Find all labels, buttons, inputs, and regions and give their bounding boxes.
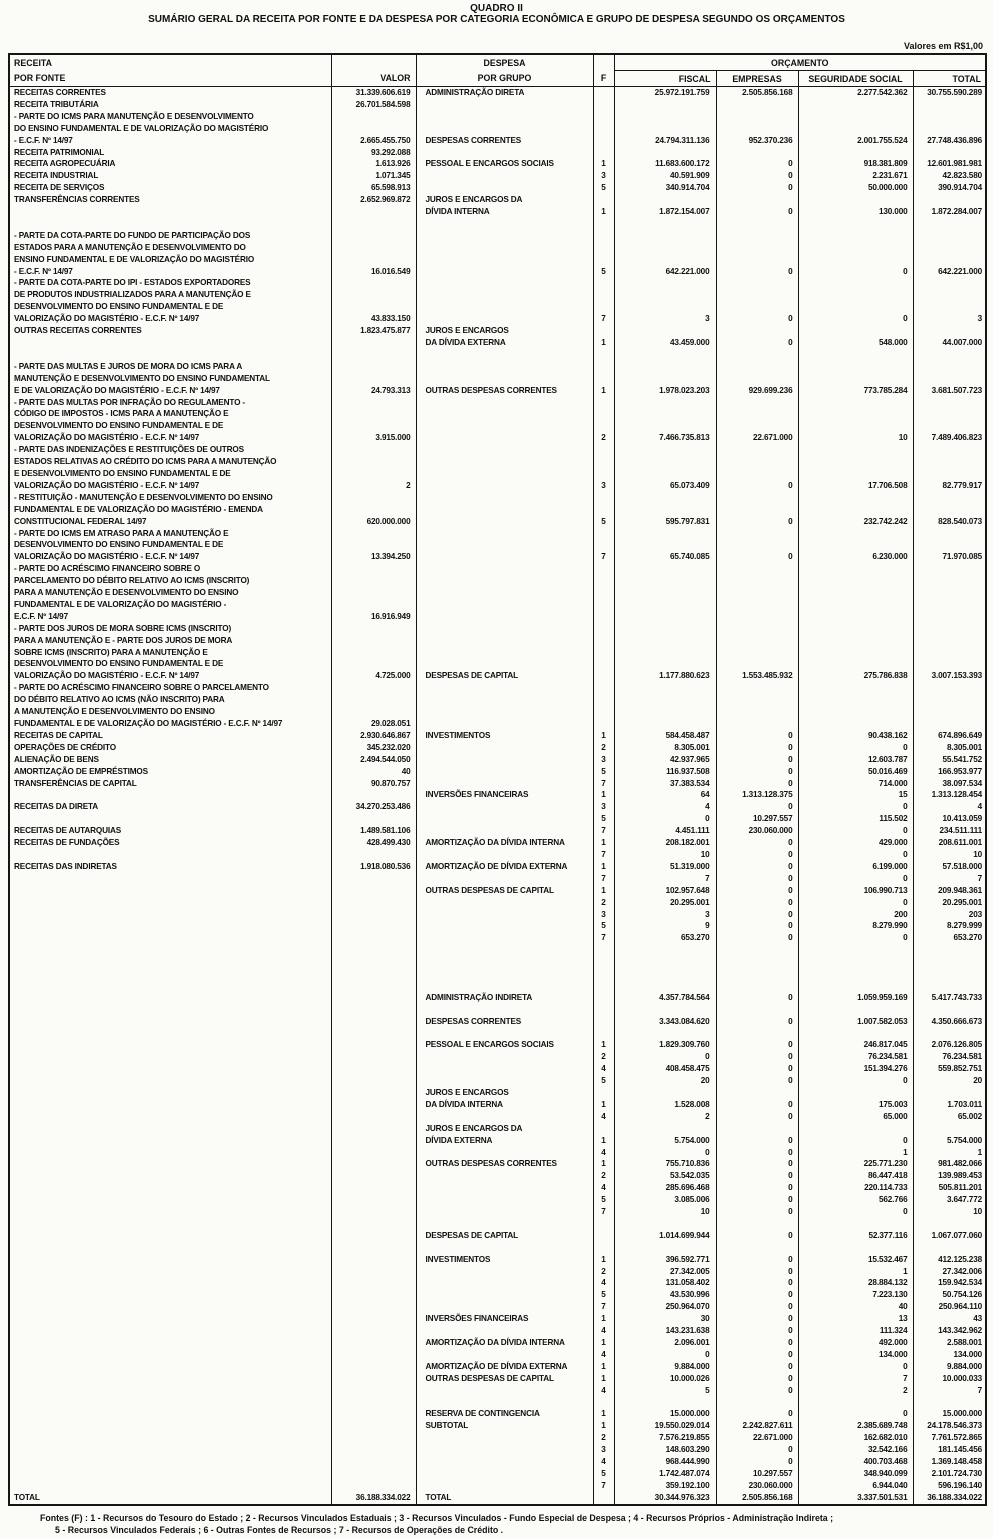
- table-row: ADMINISTRAÇÃO INDIRETA 4.357.784.564 0 1.059.959.169 5.417.743.733: [9, 992, 986, 1004]
- table-row: 5 1.742.487.074 10.297.557 348.940.099 2.101.724.730: [9, 1468, 986, 1480]
- table-row: PARA A MANUTENÇÃO E DESENVOLVIMENTO DO ENSINO: [9, 587, 986, 599]
- table-row: 2 7.576.219.855 22.671.000 162.682.010 7.761.572.865: [9, 1432, 986, 1444]
- table-row: OUTRAS DESPESAS CORRENTES 1 755.710.836 0 225.771.230 981.482.066: [9, 1158, 986, 1170]
- header-f: F: [593, 71, 614, 87]
- table-row: DO DÉBITO RELATIVO AO ICMS (NÃO INSCRITO) PARA: [9, 694, 986, 706]
- table-row: 7 359.192.100 230.060.000 6.944.040 596.196.140: [9, 1480, 986, 1492]
- table-row: VALORIZAÇÃO DO MAGISTÉRIO - E.C.F. Nº 14/97 43.833.150 7 3 0 0 3: [9, 313, 986, 325]
- budget-table: [8, 53, 987, 1506]
- table-row: AMORTIZAÇÃO DE DÍVIDA EXTERNA 1 9.884.000 0 0 9.884.000: [9, 1361, 986, 1373]
- table-row: CONSTITUCIONAL FEDERAL 14/97 620.000.000 5 595.797.831 0 232.742.242 828.540.073: [9, 516, 986, 528]
- table-row: RECEITA DE SERVIÇOS 65.598.913 5 340.914.704 0 50.000.000 390.914.704: [9, 182, 986, 194]
- table-row: [9, 1004, 986, 1016]
- header-empresas: EMPRESAS: [716, 71, 798, 87]
- footnotes: [40, 1512, 993, 1536]
- table-row: [9, 1218, 986, 1230]
- table-row: [9, 944, 986, 956]
- table-row: 4 2 0 65.000 65.002: [9, 1111, 986, 1123]
- table-row: 4 285.696.468 0 220.114.733 505.811.201: [9, 1182, 986, 1194]
- footnote-line-1: Fontes (F) : 1 - Recursos do Tesouro do Estado ; 2 - Recursos Vinculados Estaduais ; 3 - Recursos Vinculados - Fundo Especial de Despesa ; 4 - Recursos Próprios - Administração Indireta ;: [40, 1512, 834, 1523]
- currency-note: Valores em R$1,00: [903, 41, 983, 51]
- table-row: 2 0 0 76.234.581 76.234.581: [9, 1051, 986, 1063]
- table-row: 7 7 0 0 7: [9, 873, 986, 885]
- table-row: 4 408.458.475 0 151.394.276 559.852.751: [9, 1063, 986, 1075]
- table-row: DESPESAS DE CAPITAL 1.014.699.944 0 52.377.116 1.067.077.060: [9, 1230, 986, 1242]
- table-row: PESSOAL E ENCARGOS SOCIAIS 1 1.829.309.760 0 246.817.045 2.076.126.805: [9, 1039, 986, 1051]
- table-row: - PARTE DO ICMS EM ATRASO PARA A MANUTENÇÃO E: [9, 528, 986, 540]
- table-row: OUTRAS RECEITAS CORRENTES 1.823.475.877 JUROS E ENCARGOS: [9, 325, 986, 337]
- header-despesa: DESPESA: [416, 54, 593, 71]
- table-row: 4 143.231.638 0 111.324 143.342.962: [9, 1325, 986, 1337]
- table-row: JUROS E ENCARGOS: [9, 1087, 986, 1099]
- document-subtitle: SUMÁRIO GERAL DA RECEITA POR FONTE E DA DESPESA POR CATEGORIA ECONÔMICA E GRUPO DE DESPESA SEGUNDO OS ORÇAMENTOS: [148, 14, 845, 25]
- table-row: VALORIZAÇÃO DO MAGISTÉRIO - E.C.F. Nº 14/97 3.915.000 2 7.466.735.813 22.671.000 10 7.489.406.823: [9, 432, 986, 444]
- table-row: OPERAÇÕES DE CRÉDITO 345.232.020 2 8.305.001 0 0 8.305.001: [9, 742, 986, 754]
- table-row: 7 10 0 0 10: [9, 849, 986, 861]
- table-row: RECEITAS DAS INDIRETAS 1.918.080.536 AMORTIZAÇÃO DE DÍVIDA EXTERNA 1 51.319.000 0 6.199.000 57.518.000: [9, 861, 986, 873]
- header-total: TOTAL: [913, 71, 986, 87]
- table-row: 5 9 0 8.279.990 8.279.999: [9, 920, 986, 932]
- table-row: DA DÍVIDA INTERNA 1 1.528.008 0 175.003 1.703.011: [9, 1099, 986, 1111]
- table-row: E DESENVOLVIMENTO DO ENSINO FUNDAMENTAL E DE: [9, 468, 986, 480]
- table-row: OUTRAS DESPESAS DE CAPITAL 1 10.000.026 0 7 10.000.033: [9, 1373, 986, 1385]
- table-row: 4 5 0 2 7: [9, 1385, 986, 1397]
- table-row: DÍVIDA EXTERNA 1 5.754.000 0 0 5.754.000: [9, 1135, 986, 1147]
- table-row: TRANSFERÊNCIAS CORRENTES 2.652.969.872 JUROS E ENCARGOS DA: [9, 194, 986, 206]
- table-row: FUNDAMENTAL E DE VALORIZAÇÃO DO MAGISTÉRIO - E.C.F. Nº 14/97 29.028.051: [9, 718, 986, 730]
- table-row: DE PRODUTOS INDUSTRIALIZADOS PARA A MANUTENÇÃO E: [9, 289, 986, 301]
- table-row: - PARTE DOS JUROS DE MORA SOBRE ICMS (INSCRITO): [9, 623, 986, 635]
- table-row: JUROS E ENCARGOS DA: [9, 1123, 986, 1135]
- document-title: QUADRO II: [470, 3, 523, 14]
- table-row: 2 53.542.035 0 86.447.418 139.989.453: [9, 1170, 986, 1182]
- table-row: [9, 218, 986, 230]
- table-row: [9, 1027, 986, 1039]
- table-row: AMORTIZAÇÃO DE EMPRÉSTIMOS 40 5 116.937.508 0 50.016.469 166.953.977: [9, 766, 986, 778]
- table-row: DÍVIDA INTERNA 1 1.872.154.007 0 130.000 1.872.284.007: [9, 206, 986, 218]
- table-row: 4 0 0 1 1: [9, 1147, 986, 1159]
- header-por-grupo: POR GRUPO: [416, 71, 593, 87]
- table-row: OUTRAS DESPESAS DE CAPITAL 1 102.957.648 0 106.990.713 209.948.361: [9, 885, 986, 897]
- table-row: - E.C.F. Nº 14/97 2.665.455.750 DESPESAS CORRENTES 24.794.311.136 952.370.236 2.001.755.524 27.748.436.896: [9, 135, 986, 147]
- table-row: TRANSFERÊNCIAS DE CAPITAL 90.870.757 7 37.383.534 0 714.000 38.097.534: [9, 778, 986, 790]
- table-row: RECEITA INDUSTRIAL 1.071.345 3 40.591.909 0 2.231.671 42.823.580: [9, 170, 986, 182]
- table-row: 4 131.058.402 0 28.884.132 159.942.534: [9, 1277, 986, 1289]
- table-row: INVESTIMENTOS 1 396.592.771 0 15.532.467 412.125.238: [9, 1254, 986, 1266]
- table-row: CÓDIGO DE IMPOSTOS - ICMS PARA A MANUTENÇÃO E: [9, 408, 986, 420]
- table-row: 7 250.964.070 0 40 250.964.110: [9, 1301, 986, 1313]
- table-row: - PARTE DO ACRÉSCIMO FINANCEIRO SOBRE O PARCELAMENTO: [9, 682, 986, 694]
- table-row: 2 20.295.001 0 0 20.295.001: [9, 897, 986, 909]
- table-row: VALORIZAÇÃO DO MAGISTÉRIO - E.C.F. Nº 14/97 4.725.000 DESPESAS DE CAPITAL 1.177.880.623 1.553.485.932 275.786.838 3.007.153.393: [9, 670, 986, 682]
- table-row: RECEITAS DE FUNDAÇÕES 428.499.430 AMORTIZAÇÃO DA DÍVIDA INTERNA 1 208.182.001 0 429.000 208.611.001: [9, 837, 986, 849]
- header-valor: VALOR: [331, 71, 416, 87]
- table-row: DO ENSINO FUNDAMENTAL E DE VALORIZAÇÃO DO MAGISTÉRIO: [9, 123, 986, 135]
- table-row: DESENVOLVIMENTO DO ENSINO FUNDAMENTAL E DE: [9, 301, 986, 313]
- table-row: RECEITA PATRIMONIAL 93.292.088: [9, 147, 986, 159]
- table-row: INVERSÕES FINANCEIRAS 1 64 1.313.128.375 15 1.313.128.454: [9, 789, 986, 801]
- table-row: DESENVOLVIMENTO DO ENSINO FUNDAMENTAL E DE: [9, 539, 986, 551]
- table-row: 5 0 10.297.557 115.502 10.413.059: [9, 813, 986, 825]
- table-row: SUBTOTAL 1 19.550.029.014 2.242.827.611 2.385.689.748 24.178.546.373: [9, 1420, 986, 1432]
- table-row: RECEITA TRIBUTÁRIA 26.701.584.598: [9, 99, 986, 111]
- table-row: - PARTE DA COTA-PARTE DO FUNDO DE PARTICIPAÇÃO DOS: [9, 230, 986, 242]
- table-row: [9, 956, 986, 968]
- table-row: 3 148.603.290 0 32.542.166 181.145.456: [9, 1444, 986, 1456]
- table-row: 7 653.270 0 0 653.270: [9, 932, 986, 944]
- table-row: ESTADOS PARA A MANUTENÇÃO E DESENVOLVIMENTO DO: [9, 242, 986, 254]
- table-row: 4 0 0 134.000 134.000: [9, 1349, 986, 1361]
- table-row: E DE VALORIZAÇÃO DO MAGISTÉRIO - E.C.F. Nº 14/97 24.793.313 OUTRAS DESPESAS CORRENTES 1 1.978.023.203 929.699.236 773.785.284 3.681.507.723: [9, 385, 986, 397]
- header-orcamento: ORÇAMENTO: [614, 54, 986, 71]
- table-row: - PARTE DAS INDENIZAÇÕES E RESTITUIÇÕES DE OUTROS: [9, 444, 986, 456]
- header-valor-spacer: [331, 54, 416, 71]
- table-row: TOTAL 36.188.334.022 TOTAL 30.344.976.323 2.505.856.168 3.337.501.531 36.188.334.022: [9, 1492, 986, 1505]
- table-row: 3 3 0 200 203: [9, 909, 986, 921]
- table-row: ENSINO FUNDAMENTAL E DE VALORIZAÇÃO DO MAGISTÉRIO: [9, 254, 986, 266]
- table-row: PARCELAMENTO DO DÉBITO RELATIVO AO ICMS (INSCRITO): [9, 575, 986, 587]
- table-row: FUNDAMENTAL E DE VALORIZAÇÃO DO MAGISTÉRIO - EMENDA: [9, 504, 986, 516]
- table-row: DESPESAS CORRENTES 3.343.084.620 0 1.007.582.053 4.350.666.673: [9, 1016, 986, 1028]
- table-row: E.C.F. Nº 14/97 16.916.949: [9, 611, 986, 623]
- table-row: - PARTE DO ACRÉSCIMO FINANCEIRO SOBRE O: [9, 563, 986, 575]
- table-row: RECEITAS CORRENTES 31.339.606.619 ADMINISTRAÇÃO DIRETA 25.972.191.759 2.505.856.168 2.277.542.362 30.755.590.289: [9, 87, 986, 99]
- table-row: VALORIZAÇÃO DO MAGISTÉRIO - E.C.F. Nº 14/97 2 3 65.073.409 0 17.706.508 82.779.917: [9, 480, 986, 492]
- header-receita: RECEITA: [14, 57, 52, 68]
- table-row: ALIENAÇÃO DE BENS 2.494.544.050 3 42.937.965 0 12.603.787 55.541.752: [9, 754, 986, 766]
- table-row: 7 10 0 0 10: [9, 1206, 986, 1218]
- table-row: 2 27.342.005 0 1 27.342.006: [9, 1266, 986, 1278]
- table-row: [9, 968, 986, 980]
- table-row: RESERVA DE CONTINGENCIA 1 15.000.000 0 0 15.000.000: [9, 1408, 986, 1420]
- table-row: FUNDAMENTAL E DE VALORIZAÇÃO DO MAGISTÉRIO -: [9, 599, 986, 611]
- table-row: [9, 980, 986, 992]
- table-row: - PARTE DAS MULTAS POR INFRAÇÃO DO REGULAMENTO -: [9, 397, 986, 409]
- table-row: SOBRE ICMS (INSCRITO) PARA A MANUTENÇÃO E: [9, 647, 986, 659]
- table-row: RECEITAS DE CAPITAL 2.930.646.867 INVESTIMENTOS 1 584.458.487 0 90.438.162 674.896.649: [9, 730, 986, 742]
- table-row: RECEITAS DE AUTARQUIAS 1.489.581.106 7 4.451.111 230.060.000 0 234.511.111: [9, 825, 986, 837]
- table-row: MANUTENÇÃO E DESENVOLVIMENTO DO ENSINO FUNDAMENTAL: [9, 373, 986, 385]
- table-header: [9, 54, 986, 87]
- table-row: DESENVOLVIMENTO DO ENSINO FUNDAMENTAL E DE: [9, 658, 986, 670]
- table-row: DESENVOLVIMENTO DO ENSINO FUNDAMENTAL E DE: [9, 420, 986, 432]
- table-row: - PARTE DO ICMS PARA MANUTENÇÃO E DESENVOLVIMENTO: [9, 111, 986, 123]
- table-row: DA DÍVIDA EXTERNA 1 43.459.000 0 548.000 44.007.000: [9, 337, 986, 349]
- table-row: - PARTE DAS MULTAS E JUROS DE MORA DO ICMS PARA A: [9, 361, 986, 373]
- header-por-fonte: POR FONTE: [9, 71, 331, 87]
- table-row: RECEITA AGROPECUÁRIA 1.613.926 PESSOAL E ENCARGOS SOCIAIS 1 11.683.600.172 0 918.381.809 12.601.981.981: [9, 158, 986, 170]
- table-row: PARA A MANUTENÇÃO E - PARTE DOS JUROS DE MORA: [9, 635, 986, 647]
- table-row: INVERSÕES FINANCEIRAS 1 30 0 13 43: [9, 1313, 986, 1325]
- table-row: ESTADOS RELATIVAS AO CRÉDITO DO ICMS PARA A MANUTENÇÃO: [9, 456, 986, 468]
- table-body: [9, 87, 986, 1505]
- table-row: RECEITAS DA DIRETA 34.270.253.486 3 4 0 0 4: [9, 801, 986, 813]
- table-row: [9, 349, 986, 361]
- table-row: 5 43.530.996 0 7.223.130 50.754.126: [9, 1289, 986, 1301]
- table-row: 5 20 0 0 20: [9, 1075, 986, 1087]
- table-row: AMORTIZAÇÃO DA DÍVIDA INTERNA 1 2.096.001 0 492.000 2.588.001: [9, 1337, 986, 1349]
- table-row: [9, 1242, 986, 1254]
- table-row: 4 968.444.990 0 400.703.468 1.369.148.458: [9, 1456, 986, 1468]
- table-row: - E.C.F. Nº 14/97 16.016.549 5 642.221.000 0 0 642.221.000: [9, 266, 986, 278]
- header-fiscal: FISCAL: [614, 71, 716, 87]
- table-row: - RESTITUIÇÃO - MANUTENÇÃO E DESENVOLVIMENTO DO ENSINO: [9, 492, 986, 504]
- header-fonte-spacer: [593, 54, 614, 71]
- table-row: [9, 1397, 986, 1409]
- table-row: 5 3.085.006 0 562.766 3.647.772: [9, 1194, 986, 1206]
- footnote-line-2: 5 - Recursos Vinculados Federais ; 6 - Outras Fontes de Recursos ; 7 - Recursos de Operações de Crédito .: [55, 1524, 504, 1535]
- table-row: A MANUTENÇÃO E DESENVOLVIMENTO DO ENSINO: [9, 706, 986, 718]
- table-row: - PARTE DA COTA-PARTE DO IPI - ESTADOS EXPORTADORES: [9, 277, 986, 289]
- header-seguridade: SEGURIDADE SOCIAL: [798, 71, 913, 87]
- table-row: VALORIZAÇÃO DO MAGISTÉRIO - E.C.F. Nº 14/97 13.394.250 7 65.740.085 0 6.230.000 71.970.085: [9, 551, 986, 563]
